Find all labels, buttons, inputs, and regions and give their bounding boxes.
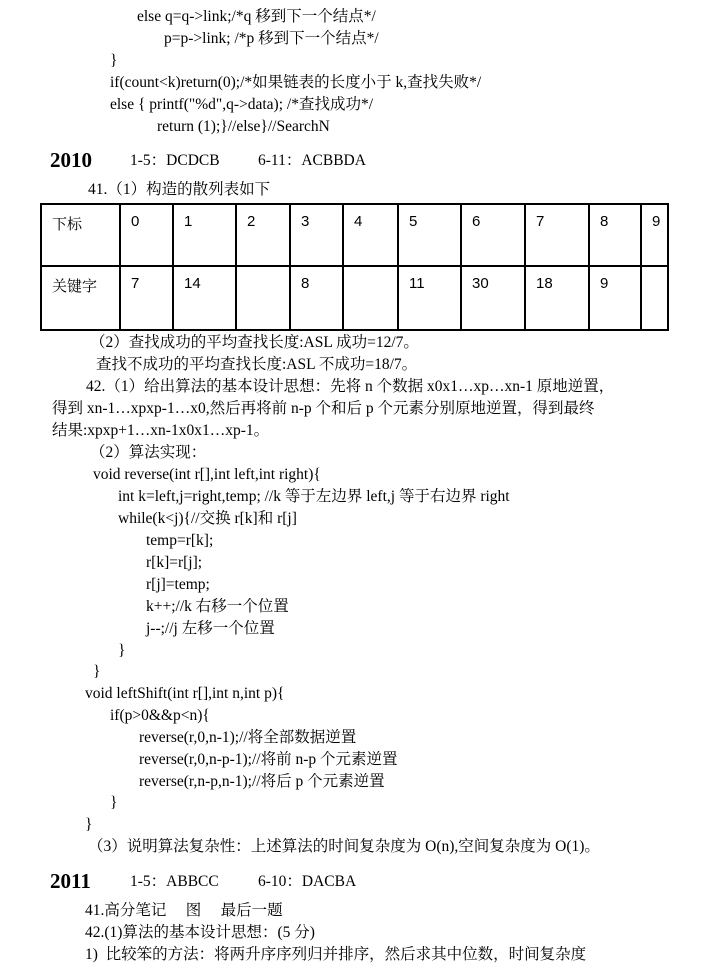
table-cell: 1 <box>173 204 236 266</box>
text-line: （2）算法实现： <box>90 444 207 461</box>
row-header: 关键字 <box>41 266 120 330</box>
code-line: r[j]=temp; <box>146 576 210 593</box>
table-cell: 9 <box>641 204 668 266</box>
table-cell: 11 <box>398 266 461 330</box>
code-line: j--;//j 左移一个位置 <box>146 620 275 637</box>
code-line: reverse(r,0,n-p-1);//将前 n-p 个元素逆置 <box>139 751 398 768</box>
table-cell: 3 <box>290 204 343 266</box>
code-line: else q=q->link;/*q 移到下一个结点*/ <box>137 8 376 25</box>
table-cell: 9 <box>589 266 641 330</box>
question-41-title: 41.（1）构造的散列表如下 <box>88 181 271 198</box>
code-line: int k=left,j=right,temp; //k 等于左边界 left,j 等于右边界 right <box>118 488 510 505</box>
answers-6-10: 6-10：DACBA <box>258 873 357 890</box>
text-line: （2）查找成功的平均查找长度:ASL 成功=12/7。 <box>90 334 419 351</box>
table-cell: 2 <box>236 204 290 266</box>
code-line: p=p->link; /*p 移到下一个结点*/ <box>164 30 379 47</box>
table-row-keys <box>41 266 668 330</box>
table-cell: 7 <box>525 204 589 266</box>
code-line: } <box>110 794 118 811</box>
code-line: while(k<j){//交换 r[k]和 r[j] <box>118 510 297 527</box>
table-cell <box>236 266 290 330</box>
text-line: 41.高分笔记 图 最后一题 <box>85 902 283 919</box>
code-line: } <box>110 52 118 69</box>
table-cell: 18 <box>525 266 589 330</box>
answers-1-5: 1-5：ABBCC <box>130 873 219 890</box>
table-cell: 7 <box>120 266 173 330</box>
hash-table <box>40 203 669 331</box>
code-line: return (1);}//else}//SearchN <box>157 118 330 135</box>
text-line: 1) 比较笨的方法：将两升序序列归并排序，然后求其中位数，时间复杂度 <box>85 946 587 963</box>
table-cell: 6 <box>461 204 525 266</box>
year-heading-2011: 2011 <box>50 869 91 893</box>
year-heading-2010: 2010 <box>50 148 92 172</box>
code-line: k++;//k 右移一个位置 <box>146 598 289 615</box>
table-cell <box>641 266 668 330</box>
text-line: 结果:xpxp+1…xn-1x0x1…xp-1。 <box>52 422 270 439</box>
text-line: 查找不成功的平均查找长度:ASL 不成功=18/7。 <box>96 356 418 373</box>
code-line: void leftShift(int r[],int n,int p){ <box>85 685 285 702</box>
row-header: 下标 <box>41 204 120 266</box>
code-line: } <box>118 642 126 659</box>
code-line: else { printf("%d",q->data); /*查找成功*/ <box>110 96 374 113</box>
code-line: if(count<k)return(0);/*如果链表的长度小于 k,查找失败*/ <box>110 74 482 91</box>
code-line: } <box>93 663 101 680</box>
table-cell: 4 <box>343 204 398 266</box>
table-cell: 30 <box>461 266 525 330</box>
code-line: reverse(r,0,n-1);//将全部数据逆置 <box>139 729 357 746</box>
code-line: reverse(r,n-p,n-1);//将后 p 个元素逆置 <box>139 773 385 790</box>
table-cell: 8 <box>589 204 641 266</box>
code-line: } <box>85 816 93 833</box>
code-line: void reverse(int r[],int left,int right){ <box>93 466 321 483</box>
table-cell: 14 <box>173 266 236 330</box>
code-line: r[k]=r[j]; <box>146 554 203 571</box>
table-cell: 8 <box>290 266 343 330</box>
code-line: if(p>0&&p<n){ <box>110 707 210 724</box>
table-cell: 0 <box>120 204 173 266</box>
table-cell: 5 <box>398 204 461 266</box>
text-line: 42.（1）给出算法的基本设计思想：先将 n 个数据 x0x1…xp…xn-1 原地逆置， <box>86 378 615 395</box>
text-line: 42.(1)算法的基本设计思想：(5 分) <box>85 924 315 941</box>
table-cell <box>343 266 398 330</box>
text-line: 得到 xn-1…xpxp-1…x0,然后再将前 n-p 个和后 p 个元素分别原地逆置，得到最终 <box>52 400 595 417</box>
answers-1-5: 1-5：DCDCB <box>130 152 220 169</box>
code-line: temp=r[k]; <box>146 532 214 549</box>
answers-6-11: 6-11：ACBBDA <box>258 152 366 169</box>
table-row-index <box>41 204 668 266</box>
text-line: （3）说明算法复杂性：上述算法的时间复杂度为 O(n),空间复杂度为 O(1)。 <box>88 838 600 855</box>
